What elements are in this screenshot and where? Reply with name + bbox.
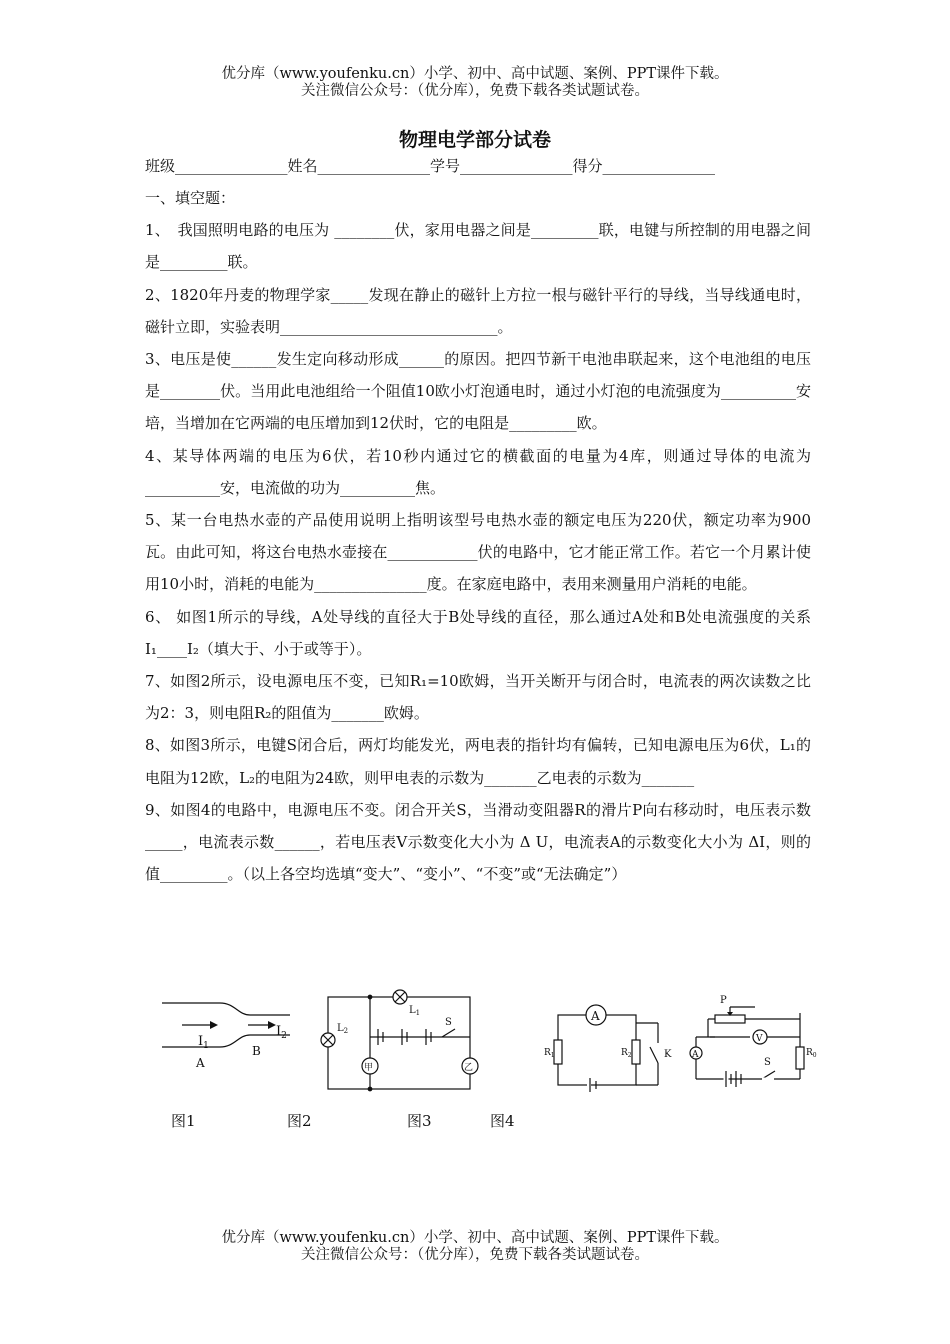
fig3-label-R2: R [621,1048,628,1058]
caption-fig2: 图2 [287,1112,312,1130]
fig1-label-B: B [252,1044,261,1058]
section-heading: 一、填空题： [145,189,236,207]
fig3-label-K: K [664,1049,672,1060]
header-line-1: 优分库（www.youfenku.cn）小学、初中、高中试题、案例、PPT课件下载。 [221,66,729,82]
fig4-label-R0: R [806,1048,813,1058]
fig2-label-L1-sub: 1 [415,1009,421,1017]
fig4-label-S: S [764,1057,771,1068]
fig4-meter-V: V [756,1034,763,1044]
page-header [0,66,950,100]
fig4-label-R0-sub: 0 [812,1052,817,1059]
footer-line-1: 优分库（www.youfenku.cn）小学、初中、高中试题、案例、PPT课件下载。 [221,1230,729,1246]
fig2-label-L2-sub: 2 [343,1027,349,1035]
question-1: 1、 我国照明电路的电压为 ________伏，家用电器之间是_________联，电键与所控制的用电器之间是_________联。 [145,221,811,272]
question-9: 9、如图4的电路中，电源电压不变。闭合开关S，当滑动变阻器R的滑片P向右移动时，电压表示数_____，电流表示数______，若电压表V示数变化大小为 Δ U，电流表A的示数变化大小为 ΔI，则的值_________。（以上各空均选填“变大”、“变小”、“不变”或“无法确定”） [145,800,811,884]
fig2-meter-jia: 甲 [364,1063,374,1073]
page-footer [0,1230,950,1264]
fig1-label-I2: I [276,1024,282,1039]
question-2: 2、1820年丹麦的物理学家_____发现在静止的磁针上方拉一根与磁针平行的导线，当导线通电时，磁针立即，实验表明_____________________________。 [145,285,811,336]
fig2-meter-yi: 乙 [464,1063,474,1073]
fig3-label-R2-sub: 2 [627,1052,632,1059]
question-3: 3、电压是使______发生定向移动形成______的原因。把四节新干电池串联起来，这个电池组的电压是________伏。当用此电池组给一个阻值10欧小灯泡通电时，通过小灯泡的电流强度为__________安培，当增加在它两端的电压增加到12伏时，它的电阻是_________欧。 [145,350,811,433]
fig4-meter-A: A [692,1050,699,1060]
figure-1-wire [162,1003,290,1070]
question-5: 5、某一台电热水壶的产品使用说明上指明该型号电热水壶的额定电压为220伏，额定功率为900瓦。由此可知，将这台电热水壶接在____________伏的电路中，它才能正常工作。若它一个月累计使用10小时，消耗的电能为_______________度。在家庭电路中，表用来测量用户消耗的电能。 [145,511,811,594]
svg-text:L2 [337,1023,348,1035]
student-info-line: 班级_______________姓名_______________学号_______________得分_______________ [145,157,716,175]
svg-text:I1 [198,1034,209,1051]
fig2-label-S: S [445,1017,452,1028]
fig1-label-A: A [196,1056,205,1070]
footer-line-2: 关注微信公众号：（优分库），免费下载各类试题试卷。 [301,1247,649,1263]
caption-fig4: 图4 [490,1112,515,1130]
question-6: 6、 如图1所示的导线，A处导线的直径大于B处导线的直径，那么通过A处和B处电流强度的关系I₁____I₂（填大于、小于或等于）。 [145,607,811,658]
fig2-label-L2: L [337,1023,344,1034]
caption-fig3: 图3 [407,1112,432,1130]
question-4: 4、某导体两端的电压为6伏，若10秒内通过它的横截面的电量为4库，则通过导体的电流为__________安，电流做的功为__________焦。 [145,446,811,497]
svg-text:L1 [409,1005,420,1017]
caption-fig1: 图1 [171,1112,196,1130]
svg-text:R0 [806,1048,817,1059]
fig1-label-I1: I [198,1034,204,1049]
fig1-label-I1-sub: 1 [203,1041,209,1051]
figures-area [150,985,817,1095]
svg-text:R2 [621,1048,632,1059]
figure-captions [0,1110,950,1134]
fig4-label-P: P [720,995,727,1006]
fig1-label-I2-sub: 2 [281,1031,287,1041]
figure-2-circuit [321,990,478,1091]
question-8: 8、如图3所示，电键S闭合后，两灯均能发光，两电表的指针均有偏转，已知电源电压为6伏，L₁的电阻为12欧，L₂的电阻为24欧，则甲电表的示数为_______乙电表的示数为_______ [145,736,811,787]
figure-3-circuit [544,1005,672,1092]
question-7: 7、如图2所示，设电源电压不变，已知R₁=10欧姆，当开关断开与闭合时，电流表的两次读数之比为2：3，则电阻R₂的阻值为_______欧姆。 [145,672,811,723]
page-title: 物理电学部分试卷 [398,129,551,151]
fig3-meter-A: A [591,1009,600,1023]
fig3-label-R1-sub: 1 [550,1052,555,1059]
svg-text:R1 [544,1048,555,1059]
question-content [145,182,811,890]
svg-text:I2 [276,1024,287,1041]
figure-4-circuit [690,995,817,1087]
header-line-2: 关注微信公众号：（优分库），免费下载各类试题试卷。 [301,83,649,99]
fig2-label-L1: L [409,1005,416,1016]
fig3-label-R1: R [544,1048,551,1058]
